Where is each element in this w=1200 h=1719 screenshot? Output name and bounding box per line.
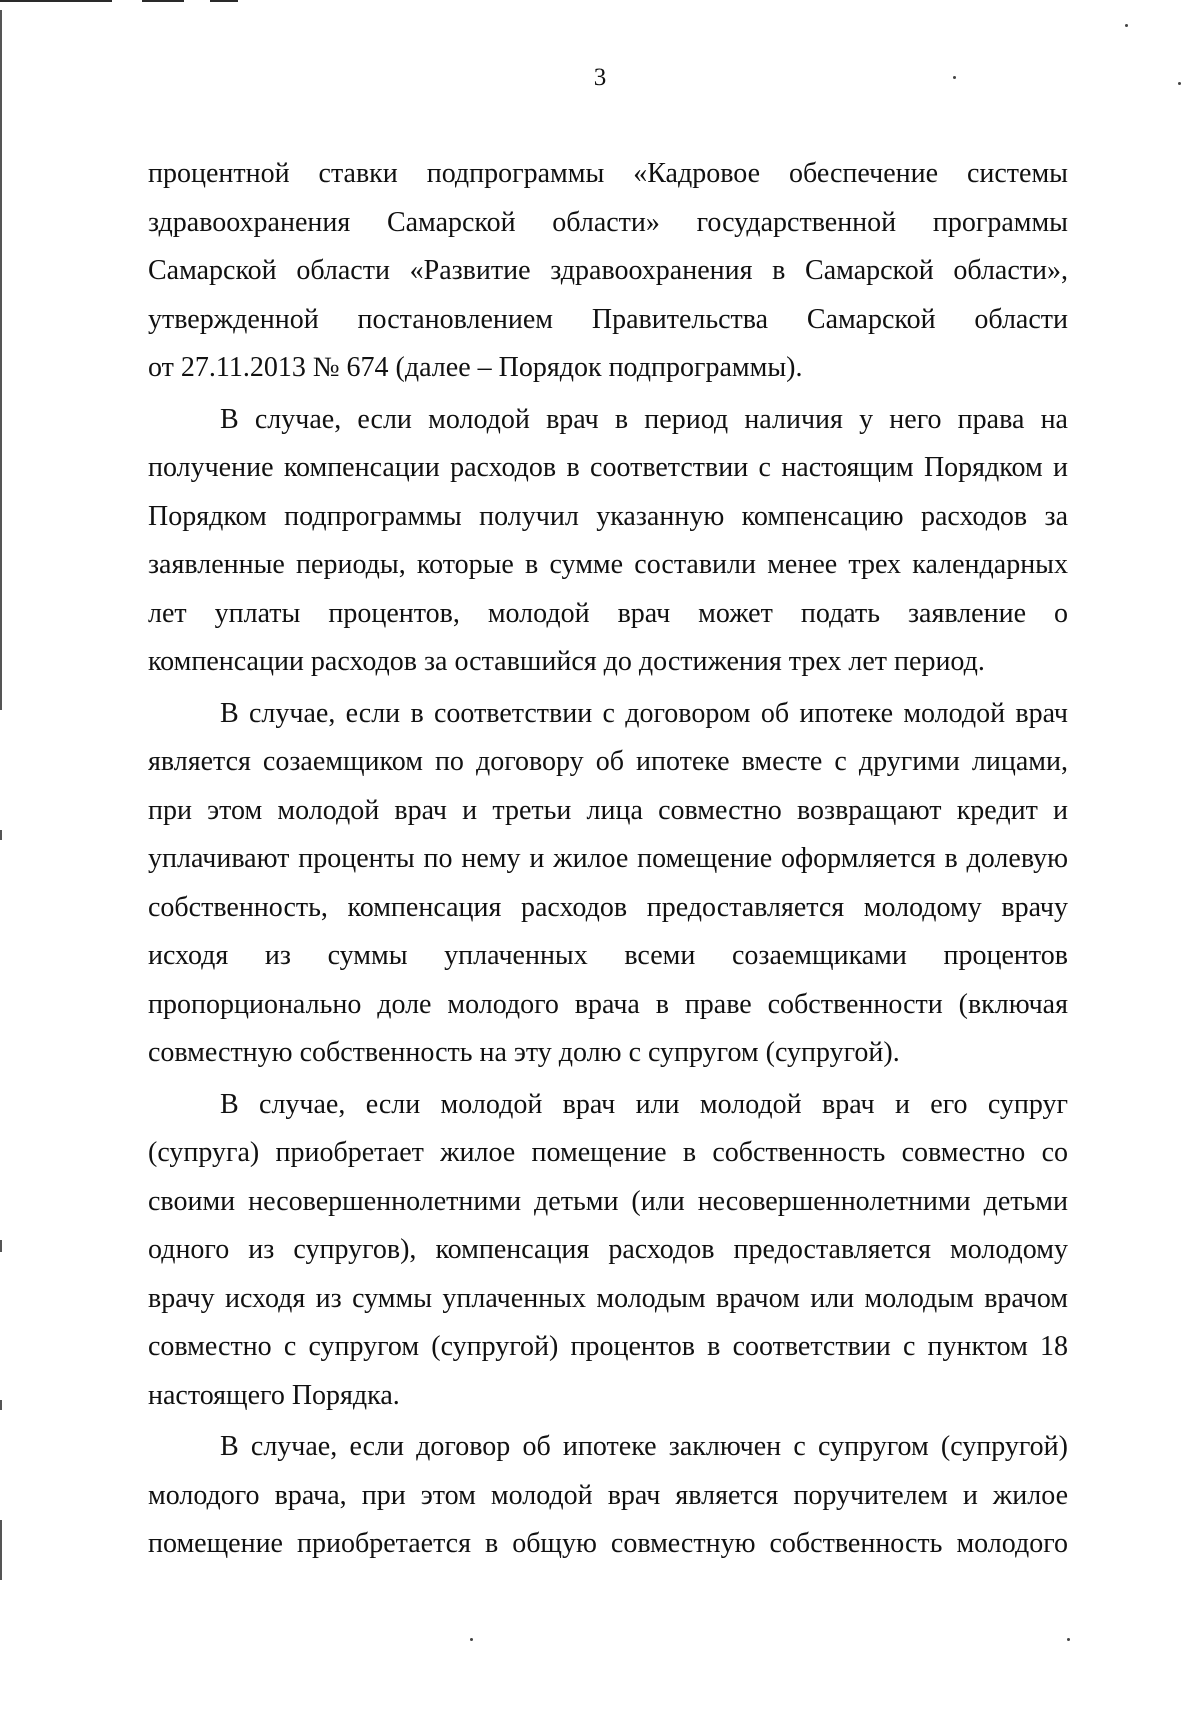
text-line: одного из супругов), компенсация расходов предоставляется молодому xyxy=(148,1234,1068,1265)
text-line: (супруга) приобретает жилое помещение в собственность совместно со xyxy=(148,1137,1068,1168)
text-line: Самарской области «Развитие здравоохранения в Самарской области», xyxy=(148,255,1068,286)
document-body xyxy=(148,150,1068,1569)
text-line: помещение приобретается в общую совместную собственность молодого xyxy=(148,1528,1068,1559)
text-line: В случае, если договор об ипотеке заключен с супругом (супругой) xyxy=(220,1431,1068,1462)
text-line: здравоохранения Самарской области» государственной программы xyxy=(148,206,1068,238)
paragraph-2 xyxy=(148,396,1068,687)
paragraph-1 xyxy=(148,150,1068,393)
scan-edge-left xyxy=(0,10,2,710)
text-line: совместно с супругом (супругой) процентов в соответствии с пунктом 18 xyxy=(148,1331,1068,1362)
paragraph-5 xyxy=(148,1423,1068,1569)
text-line: компенсации расходов за оставшийся до достижения трех лет период. xyxy=(148,646,985,677)
text-line: заявленные периоды, которые в сумме составили менее трех календарных xyxy=(148,549,1068,580)
text-line: В случае, если молодой врач в период наличия у него права на xyxy=(220,403,1068,435)
text-line: уплачивают проценты по нему и жилое помещение оформляется в долевую xyxy=(148,843,1068,874)
scan-edge-top xyxy=(0,0,112,2)
paragraph-3 xyxy=(148,690,1068,1078)
text-line: собственность, компенсация расходов предоставляется молодому врачу xyxy=(148,891,1068,923)
text-line: Порядком подпрограммы получил указанную компенсацию расходов за xyxy=(148,500,1068,532)
text-line: В случае, если в соответствии с договором об ипотеке молодой врач xyxy=(220,697,1068,729)
text-line: совместную собственность на эту долю с супругом (супругой). xyxy=(148,1037,900,1068)
text-line: лет уплаты процентов, молодой врач может подать заявление о xyxy=(148,597,1068,629)
text-line: от 27.11.2013 № 674 (далее – Порядок подпрограммы). xyxy=(148,352,803,383)
scan-edge-left xyxy=(0,1400,2,1410)
text-line: молодого врача, при этом молодой врач является поручителем и жилое xyxy=(148,1479,1068,1511)
text-line: процентной ставки подпрограммы «Кадровое обеспечение системы xyxy=(148,158,1068,189)
text-line: получение компенсации расходов в соответствии с настоящим Порядком и xyxy=(148,452,1068,483)
scan-edge-top xyxy=(210,0,238,2)
text-line: своими несовершеннолетними детьми (или несовершеннолетними детьми xyxy=(148,1185,1068,1217)
text-line: пропорционально доле молодого врача в праве собственности (включая xyxy=(148,988,1068,1020)
text-line: при этом молодой врач и третьи лица совместно возвращают кредит и xyxy=(148,794,1068,826)
text-line: исходя из суммы уплаченных всеми созаемщиками процентов xyxy=(148,940,1068,971)
text-line: В случае, если молодой врач или молодой врач и его супруг xyxy=(220,1088,1068,1120)
scan-speck xyxy=(470,1638,473,1641)
scan-edge-top xyxy=(142,0,184,2)
text-line: настоящего Порядка. xyxy=(148,1379,400,1411)
page-number: 3 xyxy=(593,64,607,91)
text-line: врачу исходя из суммы уплаченных молодым врачом или молодым врачом xyxy=(148,1282,1068,1314)
text-line: является созаемщиком по договору об ипотеке вместе с другими лицами, xyxy=(148,746,1068,777)
scan-edge-left xyxy=(0,830,2,840)
scan-speck xyxy=(1067,1638,1070,1641)
scan-edge-left xyxy=(0,1240,2,1252)
scan-edge-left xyxy=(0,1520,2,1580)
text-line: утвержденной постановлением Правительства Самарской области xyxy=(148,303,1068,335)
paragraph-4 xyxy=(148,1081,1068,1421)
scan-speck xyxy=(1125,24,1128,27)
